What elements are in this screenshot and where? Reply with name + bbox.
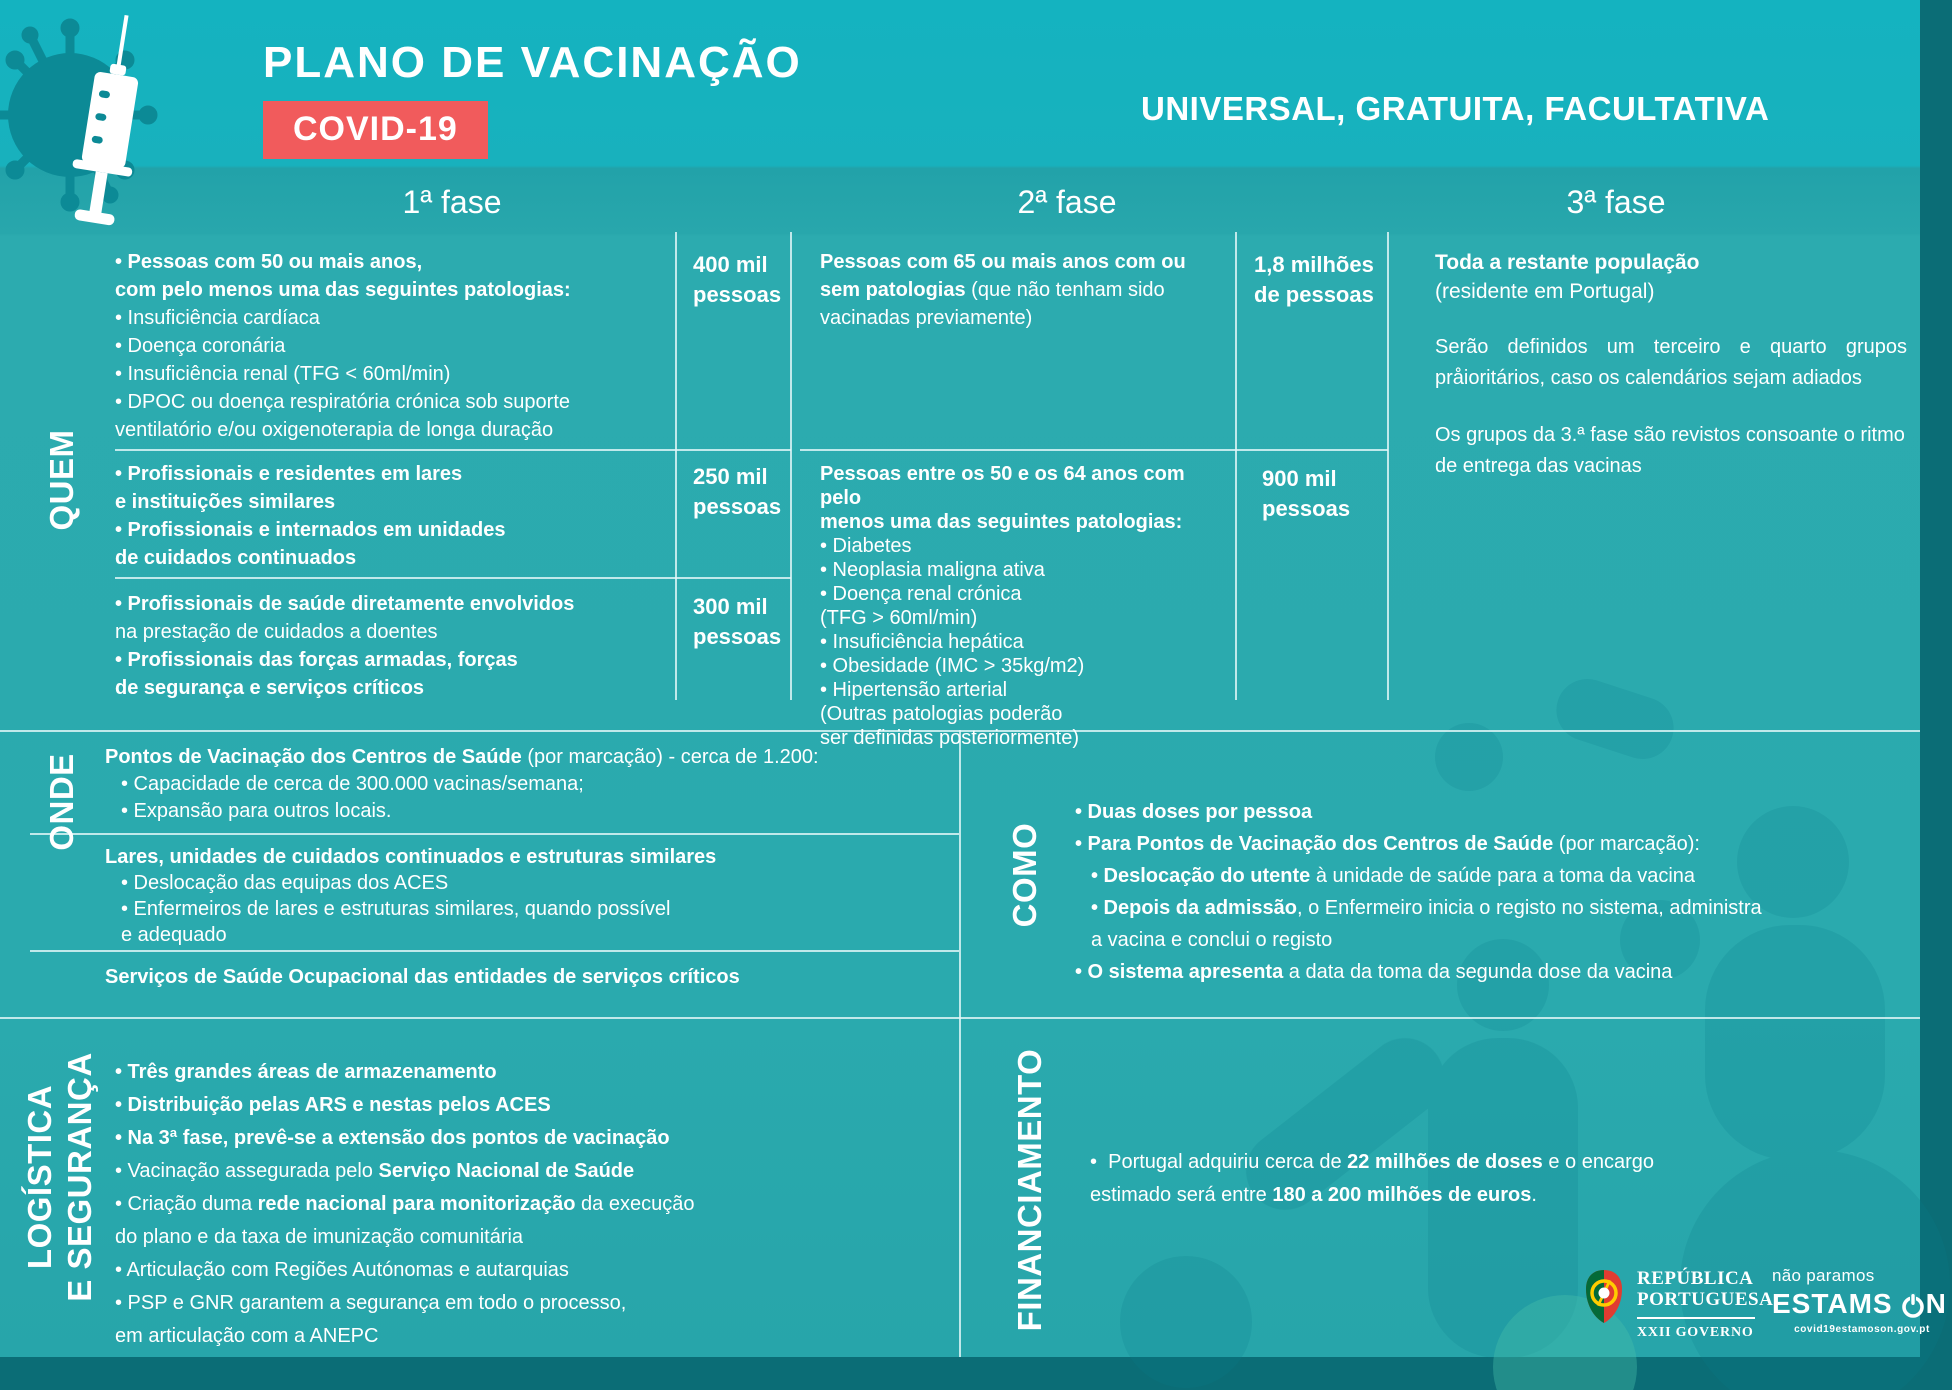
text-line: Pessoas entre os 50 e os 64 anos com pelo [820, 463, 1191, 509]
quem-fase1-row1-text [115, 248, 663, 444]
quem-fase3-text [1435, 248, 1907, 482]
text-line: Os grupos da 3.ª fase são revistos consoante o ritmo de entrega das vacinas [1435, 424, 1905, 477]
text-line: • Depois da admissão, o Enfermeiro inicia o registo no sistema, administra [1091, 897, 1762, 919]
brand-text: ESTAM [1772, 1288, 1873, 1319]
divider-line [800, 449, 1388, 451]
logo-rule [1637, 1317, 1755, 1319]
section-label-logistica [20, 977, 100, 1377]
text-line: LOGÍSTICA [21, 1084, 58, 1270]
estamos-on-url: covid19estamoson.gov.pt [1794, 1324, 1930, 1335]
divider-line [675, 232, 677, 700]
text-line: • Doença renal crónica [820, 583, 1022, 605]
section-divider [959, 730, 961, 1357]
text-line: • Profissionais e residentes em lares [115, 463, 463, 485]
text-line: ser definidas posteriormente) [820, 727, 1080, 749]
onde-row1-text [105, 744, 950, 825]
text-line: 900 mil [1262, 466, 1337, 491]
text-line: • Hipertensão arterial [820, 679, 1008, 701]
text-line: de pessoas [1254, 282, 1374, 307]
quem-fase2-row1-text [820, 248, 1225, 332]
text-line: • Distribuição pelas ARS e nestas pelos ACES [115, 1094, 551, 1116]
text-line: • Insuficiência renal (TFG < 60ml/min) [115, 363, 451, 385]
text-line: estimado será entre 180 a 200 milhões de euros. [1090, 1184, 1537, 1206]
text-line: de cuidados continuados [115, 547, 357, 569]
divider-line [30, 833, 959, 835]
text-line: pessoas [1262, 496, 1351, 521]
text-line: e adequado [121, 924, 227, 946]
text-line: • Na 3ª fase, prevê-se a extensão dos pontos de vacinação [115, 1127, 670, 1149]
text-line: • Portugal adquiriu cerca de 22 milhões de doses e o encargo [1090, 1151, 1654, 1173]
logistica-text [115, 1056, 935, 1353]
text-line: • Duas doses por pessoa [1075, 801, 1313, 823]
text-line: • Articulação com Regiões Autónomas e autarquias [115, 1259, 569, 1281]
text-line: • Profissionais de saúde diretamente envolvidos [115, 593, 575, 615]
onde-row2-text [105, 844, 950, 948]
divider-line [30, 950, 959, 952]
text-line: na prestação de cuidados a doentes [115, 621, 438, 643]
divider-line [1235, 232, 1237, 700]
text-line: E SEGURANÇA [61, 1052, 98, 1302]
text-line: • Insuficiência cardíaca [115, 307, 320, 329]
text-line: (residente em Portugal) [1435, 280, 1655, 303]
text-line: • Neoplasia maligna ativa [820, 559, 1045, 581]
brand-text: S [1872, 1288, 1893, 1319]
republica-portuguesa-logo [1583, 1268, 1773, 1341]
text-line: • Insuficiência hepática [820, 631, 1024, 653]
text-line: • O sistema apresenta a data da toma da segunda dose da vacina [1075, 961, 1673, 983]
text-line: ventilatório e/ou oxigenoterapia de longa duração [115, 419, 554, 441]
divider-line [790, 232, 792, 700]
universal-tagline: UNIVERSAL, GRATUITA, FACULTATIVA [1141, 90, 1770, 127]
text-line: • Criação duma rede nacional para monitorização da execução [115, 1193, 695, 1215]
text-line: • Diabetes [820, 535, 912, 557]
quem-fase1-row1-count [693, 250, 785, 310]
phase-header-2: 2ª fase [1017, 184, 1117, 220]
text-line: 300 mil [693, 594, 768, 619]
quem-fase2-row2-count [1262, 464, 1382, 524]
text-line: • PSP e GNR garantem a segurança em todo o processo, [115, 1292, 627, 1314]
vaccine-syringe-virus-icon [10, 0, 250, 250]
text-line: Pessoas com 65 ou mais anos com ou [820, 251, 1186, 273]
phase-header-3: 3ª fase [1566, 184, 1666, 220]
text-line: • Doença coronária [115, 335, 286, 357]
text-line: • Profissionais e internados em unidades [115, 519, 506, 541]
nao-paramos-label: não paramos [1772, 1266, 1875, 1285]
divider-line [1387, 232, 1389, 700]
brand-text: N [1925, 1288, 1947, 1319]
text-line: com pelo menos uma das seguintes patologias: [115, 279, 571, 301]
covid-badge: COVID-19 [263, 101, 488, 159]
phase-header-1: 1ª fase [402, 184, 502, 220]
text-line: do plano e da taxa de imunização comunitária [115, 1226, 524, 1248]
quem-fase1-row3-count [693, 592, 785, 652]
estamos-on-brand [1772, 1288, 1952, 1320]
text-line: (TFG > 60ml/min) [820, 607, 978, 629]
text-line: Pontos de Vacinação dos Centros de Saúde (por marcação) - cerca de 1.200: [105, 746, 819, 768]
text-line: 1,8 milhões [1254, 252, 1374, 277]
divider-line [115, 449, 791, 451]
text-line: • Deslocação das equipas dos ACES [121, 872, 449, 894]
text-line: e instituições similares [115, 491, 336, 513]
text-line: • Expansão para outros locais. [121, 800, 392, 822]
text-line: menos uma das seguintes patologias: [820, 511, 1183, 533]
section-label-onde: ONDE [43, 753, 80, 851]
text-line: em articulação com a ANEPC [115, 1325, 379, 1347]
republica-line1: REPÚBLICA [1637, 1268, 1754, 1289]
republica-name [1637, 1268, 1773, 1310]
page-title: PLANO DE VACINAÇÃO [263, 38, 802, 87]
como-text [1075, 796, 1890, 988]
text-line: pessoas [693, 494, 782, 519]
quem-fase1-row2-count [693, 462, 785, 522]
republica-line2: PORTUGUESA [1637, 1289, 1774, 1310]
portugal-emblem-icon [1583, 1268, 1625, 1324]
divider-line [115, 577, 791, 579]
text-line: • Três grandes áreas de armazenamento [115, 1061, 497, 1083]
text-line: • Enfermeiros de lares e estruturas similares, quando possível [121, 898, 671, 920]
text-line: • DPOC ou doença respiratória crónica sob suporte [115, 391, 571, 413]
text-line: Toda a restante população [1435, 251, 1700, 274]
quem-fase2-row1-count [1254, 250, 1379, 310]
text-line: de segurança e serviços críticos [115, 677, 425, 699]
text-line: vacinadas previamente) [820, 307, 1033, 329]
onde-row3-text [105, 964, 950, 991]
text-line: (Outras patologias poderão [820, 703, 1063, 725]
text-line: • Pessoas com 50 ou mais anos, [115, 251, 423, 273]
text-line: sem patologias (que não tenham sido [820, 279, 1165, 301]
quem-fase1-row3-text [115, 590, 663, 702]
text-line: • Deslocação do utente à unidade de saúde para a toma da vacina [1091, 865, 1696, 887]
financiamento-text [1090, 1146, 1880, 1212]
text-line: 400 mil [693, 252, 768, 277]
virus-icon [0, 19, 157, 211]
power-icon [1901, 1291, 1925, 1319]
xxii-governo-label: XXII GOVERNO [1637, 1325, 1754, 1340]
text-line: 250 mil [693, 464, 768, 489]
text-line: Serviços de Saúde Ocupacional das entidades de serviços críticos [105, 966, 740, 988]
text-line: Serão definidos um terceiro e quarto grupos pråioritários, caso os calendários sejam adiados [1435, 336, 1907, 389]
quem-fase1-row2-text [115, 460, 663, 572]
section-label-como: COMO [1006, 822, 1043, 928]
quem-fase2-row2-text [820, 462, 1230, 750]
text-line: a vacina e conclui o registo [1091, 929, 1333, 951]
text-line: • Profissionais das forças armadas, forças [115, 649, 518, 671]
section-label-quem: QUEM [43, 429, 80, 531]
text-line: Lares, unidades de cuidados continuados e estruturas similares [105, 846, 717, 868]
text-line: pessoas [693, 282, 782, 307]
estamos-on-logo [1772, 1266, 1952, 1335]
text-line: • Capacidade de cerca de 300.000 vacinas/semana; [121, 773, 584, 795]
text-line: • Para Pontos de Vacinação dos Centros de Saúde (por marcação): [1075, 833, 1700, 855]
section-label-financiamento: FINANCIAMENTO [1011, 1048, 1048, 1332]
text-line: • Vacinação assegurada pelo Serviço Nacional de Saúde [115, 1160, 635, 1182]
text-line: pessoas [693, 624, 782, 649]
text-line: • Obesidade (IMC > 35kg/m2) [820, 655, 1085, 677]
